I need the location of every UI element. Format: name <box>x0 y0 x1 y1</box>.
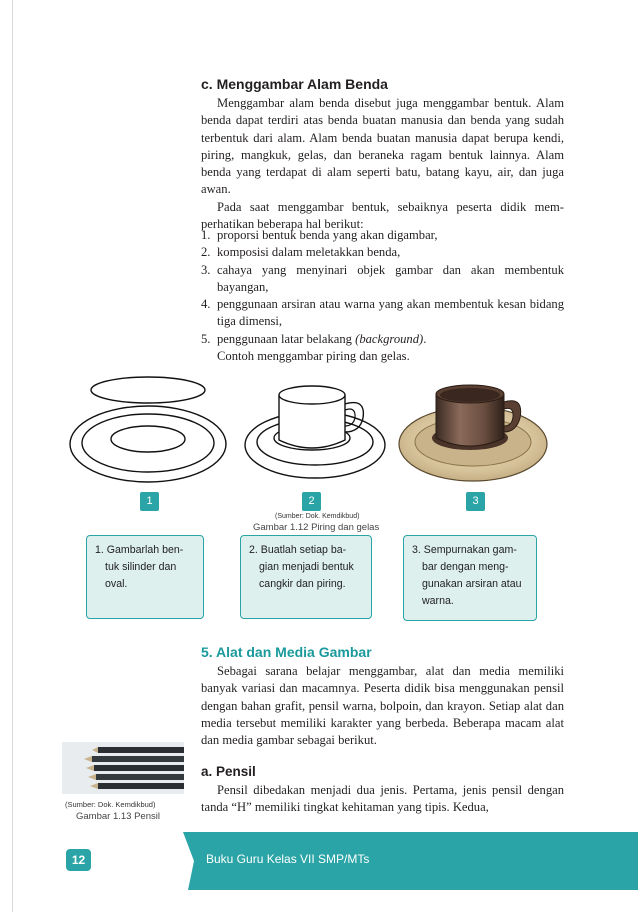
section-c-paragraph-2: Pada saat menggambar bentuk, sebaiknya peserta didik mem-perhatikan beberapa hal berikut: <box>201 199 564 232</box>
section-c-body <box>201 95 564 233</box>
step-2-text: 2. Buatlah setiap ba-gian menjadi bentuk cangkir dan piring. <box>249 544 354 590</box>
drawing-tips-list <box>201 227 564 365</box>
list-item: 3. cahaya yang menyinari objek gambar dan akan membentuk bayangan, <box>201 262 564 294</box>
section-5-heading: 5. Alat dan Media Gambar <box>201 644 372 660</box>
example-line: Contoh menggambar piring dan gelas. <box>217 349 410 364</box>
step-badge-3: 3 <box>466 492 485 511</box>
footer-book-title: Buku Guru Kelas VII SMP/MTs <box>206 852 370 866</box>
list-item: 5. penggunaan latar belakang (background). <box>201 331 427 346</box>
section-a-paragraph: Pensil dibedakan menjadi dua jenis. Pertama, jenis pensil dengan tanda “H” memiliki tingkat kehitaman yang tipis. Kedua, <box>201 783 564 815</box>
step-3-drawing <box>399 385 547 481</box>
pencils-photo <box>62 742 184 794</box>
section-5-body <box>201 663 564 749</box>
step-2-box <box>240 535 372 619</box>
step-3-box <box>403 535 537 621</box>
list-item: 4. penggunaan arsiran atau warna yang akan membentuk kesan bidang tiga dimensi, <box>201 297 564 329</box>
section-c-paragraph-1: Menggambar alam benda disebut juga menggambar bentuk. Alam benda dapat terdiri atas benda buatan manusia dan benda yang sudah terbentuk dari alam. Alam benda buatan manusia dapat berupa kendi, piring, mangkuk, gelas, dan beraneka ragam bentuk lainnya. Alam benda yang terdapat di alam seperti batu, batang kayu, air, dan juga awan. <box>201 96 564 197</box>
section-a-body <box>201 782 564 817</box>
section-c-heading: c. Menggambar Alam Benda <box>201 76 388 92</box>
figure-1-13-caption: Gambar 1.13 Pensil <box>76 811 160 822</box>
section-a-heading: a. Pensil <box>201 764 256 779</box>
step-1-drawing <box>70 377 226 482</box>
step-3-text: 3. Sempurnakan gam-bar dengan meng-gunakan arsiran atau warna. <box>412 544 522 607</box>
figure-1-12-source: (Sumber: Dok. Kemdikbud) <box>275 513 360 520</box>
figure-1-12-caption: Gambar 1.12 Piring dan gelas <box>253 522 380 533</box>
list-item: 2. komposisi dalam meletakkan benda, <box>201 245 401 260</box>
figure-1-13-source: (Sumber: Dok. Kemdikbud) <box>65 800 156 809</box>
step-1-box <box>86 535 204 619</box>
step-badge-2: 2 <box>302 492 321 511</box>
step-badge-1: 1 <box>140 492 159 511</box>
list-item: 1. proporsi bentuk benda yang akan digambar, <box>201 228 438 242</box>
step-2-drawing <box>245 386 385 478</box>
section-5-paragraph: Sebagai sarana belajar menggambar, alat dan media memiliki banyak variasi dan macamnya. Peserta didik bisa menggunakan pensil dengan bahan grafit, pensil warna, bolpoin, dan krayon. Setiap alat dan media tersebut memiliki karakter yang berbeda. Beberapa macam alat dan media gambar sebagai berikut. <box>201 664 564 748</box>
step-1-text: 1. Gambarlah ben-tuk silinder dan oval. <box>95 544 184 590</box>
page-number: 12 <box>66 849 91 871</box>
plate-and-cup-illustration <box>0 370 638 500</box>
